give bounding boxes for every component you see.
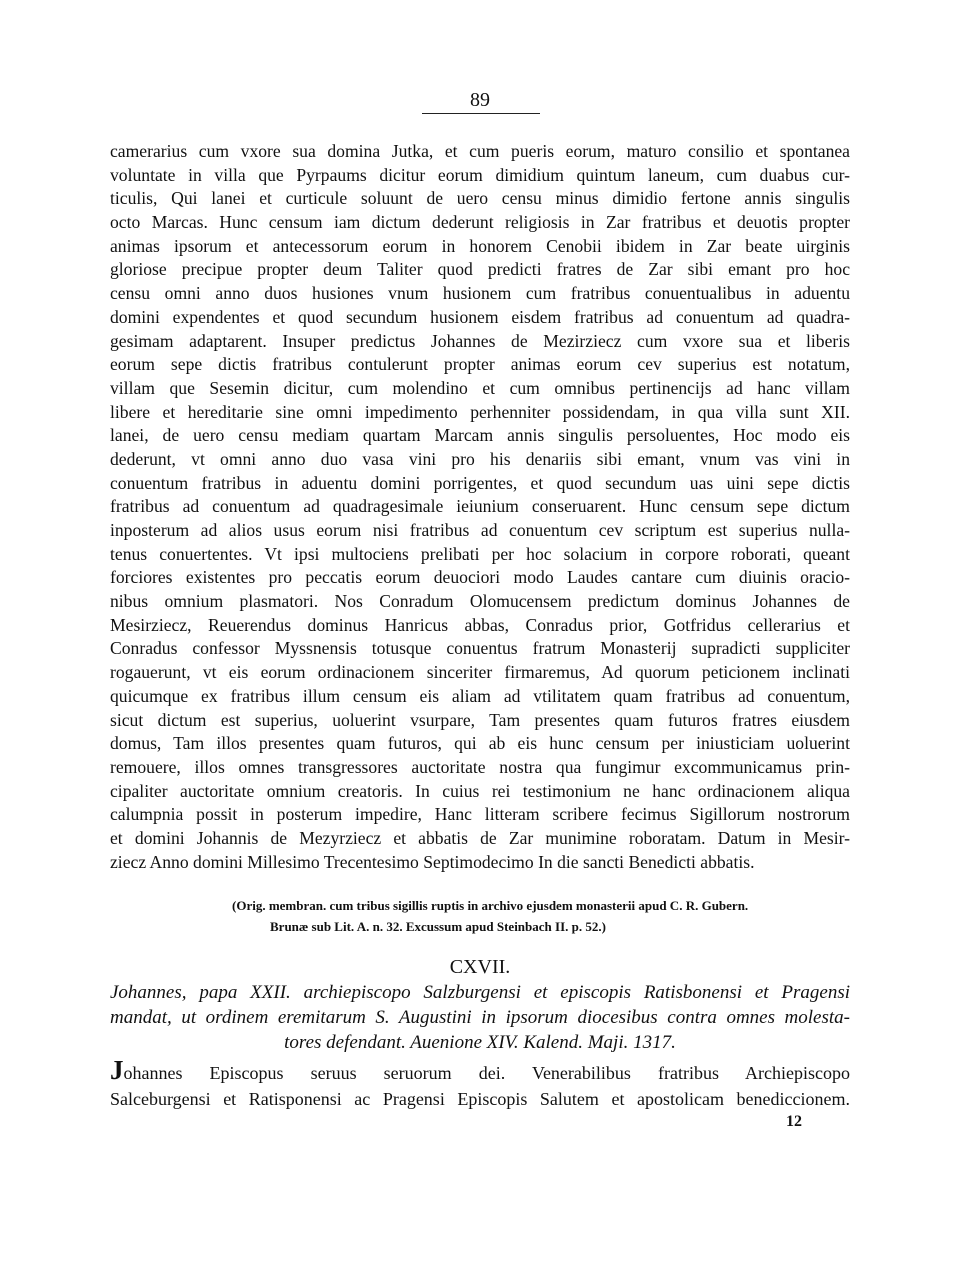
text-line: remouere, illos omnes transgressores auctoritate nostra qua fungimur excommunicamus prin- bbox=[110, 756, 850, 777]
text-line: fratribus ad conuentum ad quadragesimale ieiunium conseruarent. Hunc censum sepe dictum bbox=[110, 496, 850, 517]
signature-mark: 12 bbox=[786, 1113, 802, 1130]
text-line: villam que Sesemin dicitur, cum molendino et cum omnibus pertinencijs ad hanc villam bbox=[110, 377, 850, 398]
charter-body-text bbox=[110, 140, 850, 874]
text-line: ticulis, Qui lanei et curticule soluunt de uero censu minus dimidio fertone annis singulis bbox=[110, 188, 850, 209]
text-line: gloriose precipue propter deum Taliter quod predicti fratres de Zar sibi emant pro hoc bbox=[110, 259, 850, 280]
text-line: et domini Johannis de Mezyrziecz et abbatis de Zar munimine roboratam. Datum in Mesir- bbox=[110, 827, 850, 848]
text-line: cipaliter auctoritate omnium creatoris. In cuius rei testimonium ne hanc ordinacionem aliqua bbox=[110, 780, 850, 801]
text-line: tenus conuertentes. Vt ipsi multociens prelibati per hoc solacium in corpore roborati, queant bbox=[110, 543, 850, 564]
text-line: lanei, de uero censu mediam quartam Marcam annis singulis persoluentes, Hoc modo eis bbox=[110, 425, 850, 446]
text-line: rogauerunt, vt eis eorum ordinacionem sinceriter firmaremus, Ad quorum peticionem inclinati bbox=[110, 662, 850, 683]
text-line: Mesirziecz, Reuerendus dominus Hanricus abbas, Conradus prior, Gotfridus cellerarius et bbox=[110, 614, 850, 635]
summary-line: Johannes, papa XXII. archiepiscopo Salzburgensi et episcopis Ratisbonensi et Pragensi bbox=[110, 982, 850, 1003]
page-number-rule bbox=[422, 113, 540, 114]
text-line: quicumque ex fratribus illum censum eis aliam ad vtilitatem quam fratribus ad conuentum, bbox=[110, 685, 850, 706]
text-line: calumpnia possit in posterum impedire, Hanc litteram scribere fecimus Sigillorum nostrorum bbox=[110, 804, 850, 825]
source-note-line: (Orig. membran. cum tribus sigillis ruptis in archivo ejusdem monasterii apud C. R. Gubern. bbox=[232, 898, 749, 913]
text-line: camerarius cum vxore sua domina Jutka, et cum pueris eorum, maturo consilio et spontanea bbox=[110, 141, 850, 161]
source-note-line: Brunæ sub Lit. A. n. 32. Excussum apud Steinbach II. p. 52.) bbox=[270, 919, 606, 934]
document-number: CXVII. bbox=[449, 956, 511, 978]
text-line: ziecz Anno domini Millesimo Trecentesimo Septimodecimo In die sancti Benedicti abbatis. bbox=[110, 851, 755, 872]
text-line: inposterum ad alios usus eorum nisi fratribus ad conuentum cev scriptum est superius nulla- bbox=[110, 520, 850, 540]
text-line: gesimam adaptarent. Insuper predictus Johannes de Mezirziecz cum vxore sua et liberis bbox=[110, 330, 850, 351]
text-line: dederunt, vt omni anno duo vasa vini pro his denariis sibi emant, vnum vas vini in bbox=[110, 448, 850, 469]
letter-line bbox=[110, 1060, 850, 1086]
text-line: octo Marcas. Hunc censum iam dictum dederunt religiosis in Zar fratribus et deuotis propter bbox=[110, 212, 850, 233]
text-line: censu omni anno duos husiones vnum husionem cum fratribus conuentualibus in aduentu bbox=[110, 283, 850, 304]
text-line: nibus omnium plasmatori. Nos Conradum Olomucensem predictum dominus Johannes de bbox=[110, 591, 850, 612]
summary-line: mandat, ut ordinem eremitarum S. Augustini in ipsorum diocesibus contra omnes molesta- bbox=[110, 1007, 850, 1028]
initial-letter: J bbox=[110, 1060, 124, 1085]
text-line: eorum sepe dictis fratribus contulerunt propter animas eorum cev superius est notatum, bbox=[110, 354, 850, 375]
text-line: forciores existentes pro peccatis eorum deuociori modo Laudes cantare cum diuinis oracio- bbox=[110, 567, 850, 588]
text-line: domini expendentes et quod secundum husionem eisdem fratribus ad conuentum ad quadra- bbox=[110, 306, 850, 327]
text-line: libere et hereditarie sine omni impedimento perhenniter possidendam, in qua villa sunt XII. bbox=[110, 401, 850, 422]
document-summary bbox=[110, 980, 850, 1055]
letter-opening bbox=[110, 1060, 850, 1112]
text-line: animas ipsorum et antecessorum eorum in honorem Cenobii ibidem in Zar beate uirginis bbox=[110, 235, 850, 256]
letter-line: Salceburgensi et Ratisponensi ac Pragensi Episcopis Salutem et apostolicam benediccionem. bbox=[110, 1089, 850, 1109]
text-line: domus, Tam illos presentes quam futuros, qui ab eis hunc censum per iniusticiam uoluerint bbox=[110, 733, 850, 754]
text-line: sicut dictum est superius, uoluerint vsurpare, Tam presentes quam futuros fratres eiusdem bbox=[110, 709, 850, 730]
summary-line: tores defendant. Auenione XIV. Kalend. Maji. 1317. bbox=[284, 1032, 676, 1053]
letter-line-text: ohannes Episcopus seruus seruorum dei. Venerabilibus fratribus Archiepiscopo bbox=[123, 1063, 850, 1083]
text-line: voluntate in villa que Pyrpaums dicitur eorum dimidium quintum laneum, cum duabus cur- bbox=[110, 164, 850, 185]
source-note bbox=[110, 895, 850, 937]
text-line: Conradus confessor Myssnensis totusque conuentus fratrum Monasterij supradicti suppliciter bbox=[110, 638, 850, 659]
page-number: 89 bbox=[470, 89, 490, 111]
text-line: conuentum fratribus in aduentu domini porrigentes, et quod secundum uas uini sepe dictis bbox=[110, 472, 850, 493]
